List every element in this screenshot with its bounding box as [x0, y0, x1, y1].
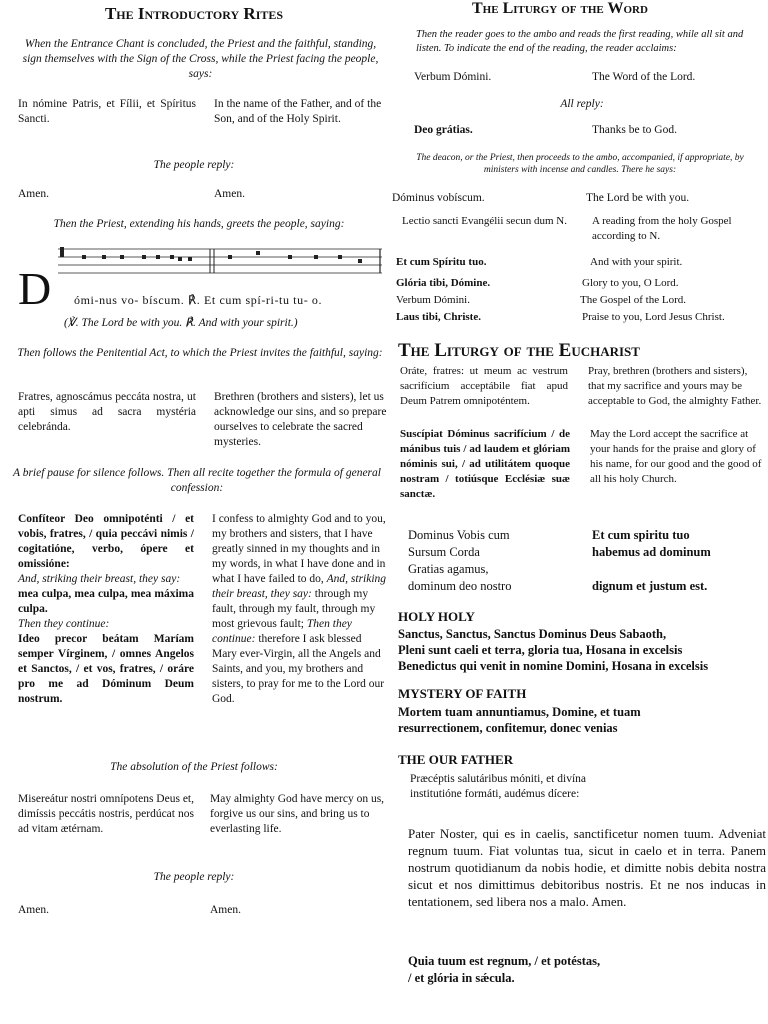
confiteor-english-3: therefore I ask blessed Mary ever-Virgin, all the Angels and Saints, and you, my brothers and sisters, to pray for me to the Lord our God. [212, 633, 385, 705]
sign-cross-english: In the name of the Father, and of the Son, and of the Holy Spirit. [214, 98, 382, 125]
dialogue-response: Et cum spiritu tuo [592, 528, 690, 542]
liturgy-column [390, 0, 768, 1024]
amen-latin-2: Amen. [18, 904, 49, 916]
entrance-rubric: When the Entrance Chant is concluded, the Priest and the faithful, standing, sign themselves with the Sign of the Cross, while the Priest facing the people, says: [22, 38, 379, 80]
introductory-rites-title: The Introductory Rites [104, 4, 284, 23]
amen-latin: Amen. [18, 188, 49, 200]
suscipiat-latin: Suscípiat Dóminus sacrifícium / de mánibus tuis / ad laudem et glóriam nóminis sui, / ad utilitátem quoque nostram / totiúsque Ecclésiæ suæ sanctæ. [400, 428, 570, 500]
greet-rubric: Then the Priest, extending his hands, greets the people, saying: [53, 218, 345, 230]
confiteor-english [212, 512, 388, 707]
confession-rubric: A brief pause for silence follows. Then all recite together the formula of general confession: [13, 467, 381, 494]
misereatur-latin: Misereátur nostri omnípotens Deus et, dimíssis peccátis nostris, perdúcat nos ad vitam ætérnam. [18, 793, 194, 835]
confiteor-latin-rubric-1: And, striking their breast, they say: [18, 573, 181, 585]
verbum2-english: The Gospel of the Lord. [580, 294, 686, 306]
confiteor-latin-2: mea culpa, mea culpa, mea máxima culpa. [18, 588, 194, 615]
dialogue-line: Gratias agamus, [408, 562, 489, 576]
mystery-line: Mortem tuam annuntiamus, Domine, et tuam [398, 705, 641, 719]
orate-latin: Oráte, fratres: ut meum ac vestrum sacrifícium acceptábile fiat apud Deum Patrem omnipoténtem. [400, 365, 568, 407]
liturgy-eucharist-title: The Liturgy of the Eucharist [398, 340, 640, 361]
confiteor-english-rubric-1: And, striking their breast, they say: [212, 573, 387, 600]
confiteor-english-rubric-2: Then they continue: [212, 618, 352, 645]
dialogue-people [592, 527, 768, 595]
dialogue-line: Sursum Corda [408, 545, 480, 559]
amen-english-2: Amen. [210, 904, 241, 916]
fratres-english: Brethren (brothers and sisters), let us acknowledge our sins, and so prepare ourselves to celebrate the sacred mysteries. [214, 391, 387, 448]
mystery-line: resurrectionem, confitemur, donec venias [398, 721, 618, 735]
sign-cross-latin: In nómine Patris, et Fílii, et Spíritus Sancti. [18, 98, 196, 125]
confiteor-latin-3: Ideo precor beátam Maríam semper Vírginem, / omnes Angelos et Sanctos, / et vos, fratres, / oráre pro me ad Dóminum Deum nostrum. [18, 633, 194, 705]
gloria-tibi-latin: Glória tibi, Dómine. [396, 277, 491, 289]
penitential-rubric: Then follows the Penitential Act, to which the Priest invites the faithful, saying: [17, 347, 383, 359]
chant-text: ómi-nus vo- bíscum. ℟. Et cum spí-ri-tu tu- o. [74, 293, 323, 307]
dominus-latin: Dóminus vobíscum. [392, 192, 485, 204]
et-cum-latin: Et cum Spíritu tuo. [396, 256, 487, 268]
dialogue-response [592, 561, 768, 578]
laus-latin: Laus tibi, Christe. [396, 311, 481, 323]
verbum-latin: Verbum Dómini. [414, 71, 492, 83]
father-title: THE OUR FATHER [398, 752, 514, 767]
fratres-latin: Fratres, agnoscámus peccáta nostra, ut apti simus ad sacra mystéria celebránda. [18, 391, 196, 433]
dominus-english: The Lord be with you. [586, 192, 690, 204]
pater-noster-text: Pater Noster, qui es in caelis, sanctificetur nomen tuum. Adveniat regnum tuum. Fiat voluntas tua, sicut in caelo et in terra. Panem nostrum quotidianum da nobis hodie, et dimitte nobis debita nostra sicut et nos dimittimus debitoribus nostris. Et ne nos inducas in tentationem, sed libera nos a malo. Amen. [408, 826, 766, 909]
holy-title: HOLY HOLY [398, 609, 475, 624]
all-reply-rubric: All reply: [560, 98, 604, 110]
confiteor-latin-1: Confíteor Deo omnipoténti / et vobis, fratres, / quia peccávi nimis / cogitatióne, verbo, ópere et omissióne: [18, 513, 194, 570]
verbum-english: The Word of the Lord. [592, 71, 696, 83]
quia-text: Quia tuum est regnum, / et potéstas, / et glória in sǽcula. [408, 954, 601, 985]
dialogue-priest [408, 527, 598, 595]
laus-english: Praise to you, Lord Jesus Christ. [582, 311, 725, 323]
praeceptis-text: Præcéptis salutáribus móniti, et divína institutióne formáti, audémus dícere: [410, 773, 586, 800]
holy-line: Benedictus qui venit in nomine Domini, Hosana in excelsis [398, 659, 709, 673]
mystery-title: MYSTERY OF FAITH [398, 686, 527, 701]
verbum2-latin: Verbum Dómini. [396, 294, 470, 306]
misereatur-english: May almighty God have mercy on us, forgive us our sins, and bring us to everlasting life. [210, 793, 385, 835]
dialogue-response: habemus ad dominum [592, 545, 711, 559]
lectio-latin: Lectio sancti Evangélii secun dum N. [402, 215, 567, 227]
chant-translation: (℣. The Lord be with you. ℟. And with your spirit.) [64, 317, 298, 329]
confiteor-latin-rubric-2: Then they continue: [18, 618, 110, 630]
suscipiat-english: May the Lord accept the sacrifice at your hands for the praise and glory of his name, for our good and the good of all his holy Church. [590, 428, 762, 485]
confiteor-latin [18, 512, 194, 707]
absolution-rubric: The absolution of the Priest follows: [110, 761, 278, 773]
people-reply-rubric: The people reply: [153, 159, 235, 171]
orate-english: Pray, brethren (brothers and sisters), that my sacrifice and yours may be acceptable to God, the almighty Father. [588, 365, 762, 407]
gospel-rubric: The deacon, or the Priest, then proceeds to the ambo, accompanied, if appropriate, by ministers with incense and candles. There he says: [416, 153, 744, 175]
lectio-english: A reading from the holy Gospel according to N. [592, 215, 732, 242]
reading-rubric: Then the reader goes to the ambo and reads the first reading, while all sit and listen. To indicate the end of the reading, the reader acclaims: [416, 29, 744, 54]
holy-line: Pleni sunt caeli et terra, gloria tua, Hosana in excelsis [398, 643, 683, 657]
gloria-tibi-english: Glory to you, O Lord. [582, 277, 679, 289]
holy-text [398, 626, 768, 674]
holy-line: Sanctus, Sanctus, Sanctus Dominus Deus Sabaoth, [398, 627, 667, 641]
chant-initial: D [18, 263, 52, 314]
chant-staff [58, 243, 388, 283]
people-reply-rubric-2: The people reply: [153, 871, 235, 883]
dialogue-line: Dominus Vobis cum [408, 528, 510, 542]
dialogue-line: dominum deo nostro [408, 579, 512, 593]
deo-gratias-english: Thanks be to God. [592, 124, 677, 136]
dialogue-response: dignum et justum est. [592, 579, 708, 593]
amen-english: Amen. [214, 188, 245, 200]
mystery-text [398, 704, 768, 736]
liturgy-word-title: The Liturgy of the Word [472, 0, 648, 17]
et-cum-english: And with your spirit. [590, 256, 683, 268]
confiteor-english-2: through my fault, through my fault, through my most grievous fault; [212, 588, 376, 630]
confiteor-english-1: I confess to almighty God and to you, my brothers and sisters, that I have greatly sinned in my thoughts and in my words, in what I have done and in what I have failed to do, [212, 513, 386, 585]
deo-gratias-latin: Deo grátias. [414, 124, 473, 136]
